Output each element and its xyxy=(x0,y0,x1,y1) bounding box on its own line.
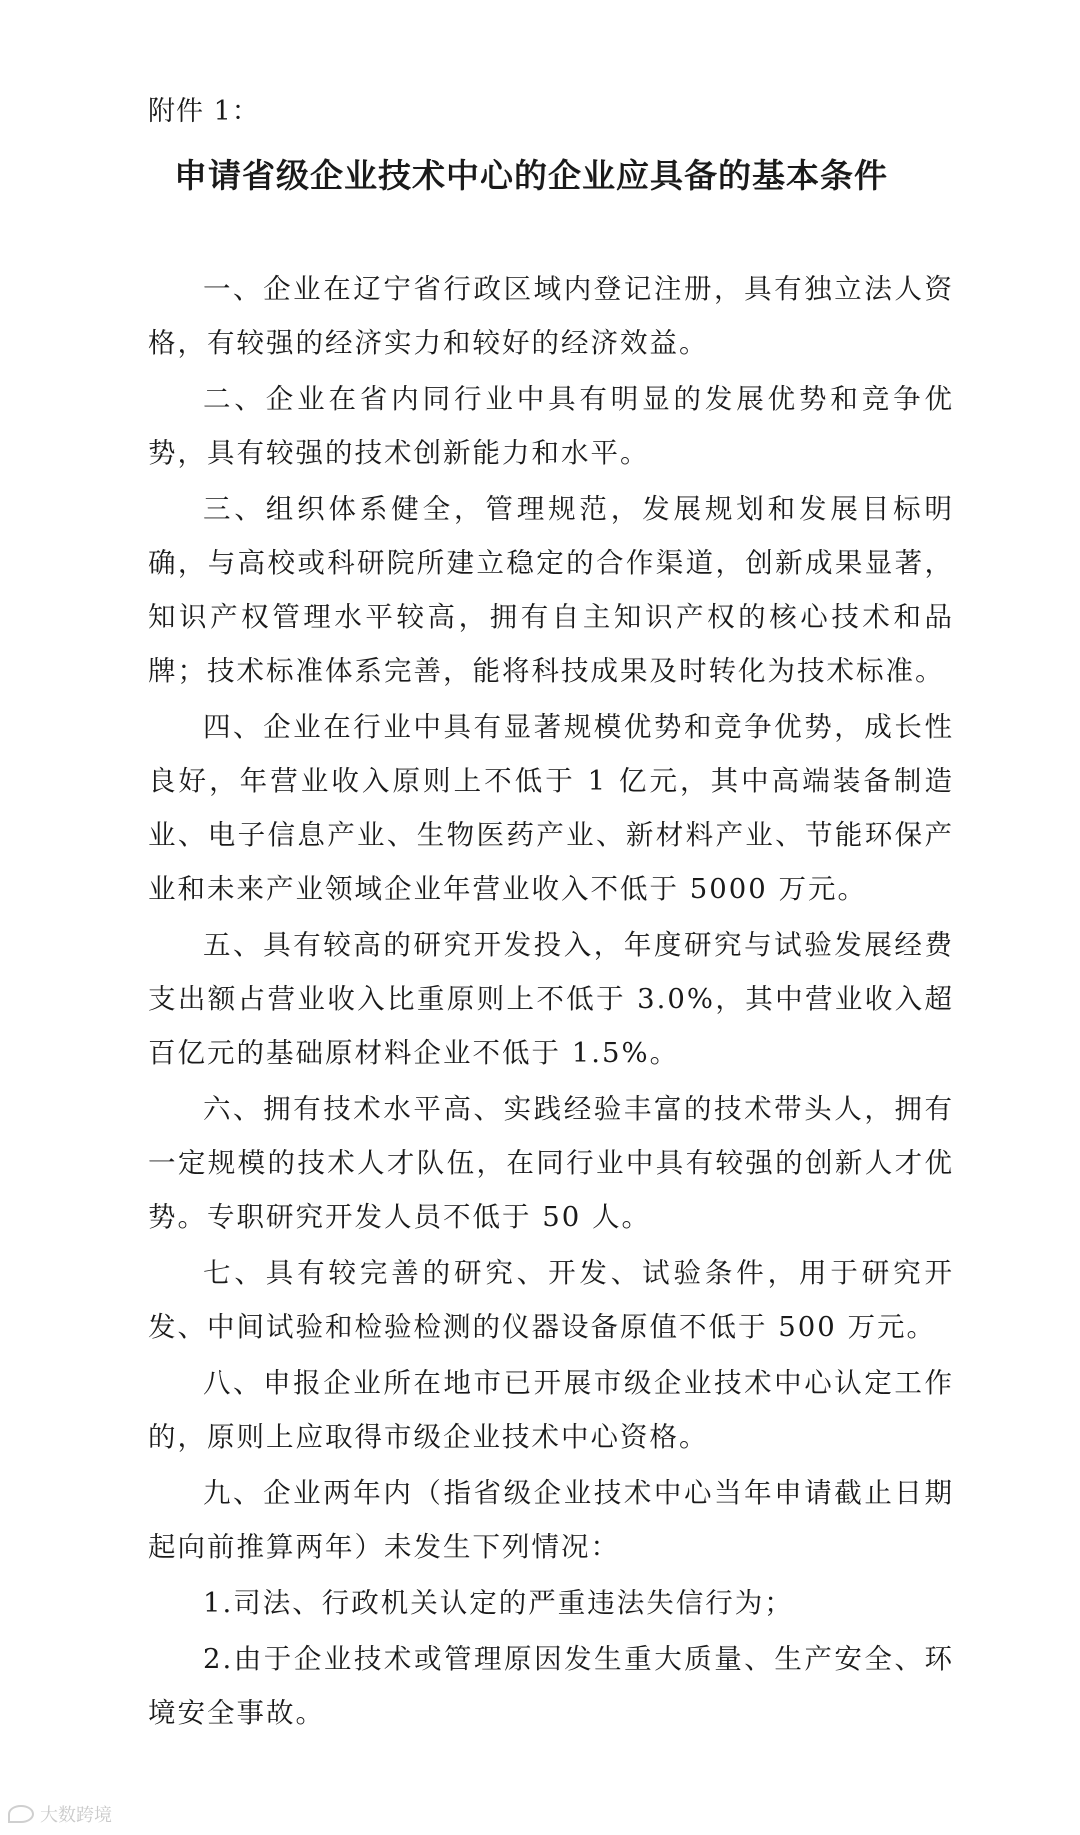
watermark-text: 大数跨境 xyxy=(40,1805,112,1826)
attachment-label: 附件 1： xyxy=(148,96,260,127)
watermark-logo-icon xyxy=(8,1805,34,1823)
paragraph-9: 九、企业两年内（指省级企业技术中心当年申请截止日期起向前推算两年）未发生下列情况： xyxy=(148,1477,954,1563)
watermark xyxy=(8,1801,112,1827)
paragraph-3: 三、组织体系健全，管理规范，发展规划和发展目标明确，与高校或科研院所建立稳定的合作渠道，创新成果显著，知识产权管理水平较高，拥有自主知识产权的核心技术和品牌；技术标准体系完善，能将科技成果及时转化为技术标准。 xyxy=(148,493,954,687)
paragraph-6: 六、拥有技术水平高、实践经验丰富的技术带头人，拥有一定规模的技术人才队伍，在同行业中具有较强的创新人才优势。专职研究开发人员不低于 50 人。 xyxy=(148,1093,954,1233)
paragraph-7: 七、具有较完善的研究、开发、试验条件，用于研究开发、中间试验和检验检测的仪器设备原值不低于 500 万元。 xyxy=(148,1257,954,1343)
paragraph-8: 八、申报企业所在地市已开展市级企业技术中心认定工作的，原则上应取得市级企业技术中心资格。 xyxy=(148,1367,954,1453)
paragraph-9-item-2: 2.由于企业技术或管理原因发生重大质量、生产安全、环境安全事故。 xyxy=(148,1643,954,1729)
paragraph-1: 一、企业在辽宁省行政区域内登记注册，具有独立法人资格，有较强的经济实力和较好的经济效益。 xyxy=(148,273,954,359)
paragraph-5: 五、具有较高的研究开发投入，年度研究与试验发展经费支出额占营业收入比重原则上不低于 3.0%，其中营业收入超百亿元的基础原材料企业不低于 1.5%。 xyxy=(148,929,954,1069)
paragraph-4: 四、企业在行业中具有显著规模优势和竞争优势，成长性良好，年营业收入原则上不低于 1 亿元，其中高端装备制造业、电子信息产业、生物医药产业、新材料产业、节能环保产业和未来产业领域企业年营业收入不低于 5000 万元。 xyxy=(148,711,954,905)
paragraph-2: 二、企业在省内同行业中具有明显的发展优势和竞争优势，具有较强的技术创新能力和水平。 xyxy=(148,383,954,469)
document-title: 申请省级企业技术中心的企业应具备的基本条件 xyxy=(174,156,888,195)
paragraph-9-item-1: 1.司法、行政机关认定的严重违法失信行为； xyxy=(203,1587,794,1619)
